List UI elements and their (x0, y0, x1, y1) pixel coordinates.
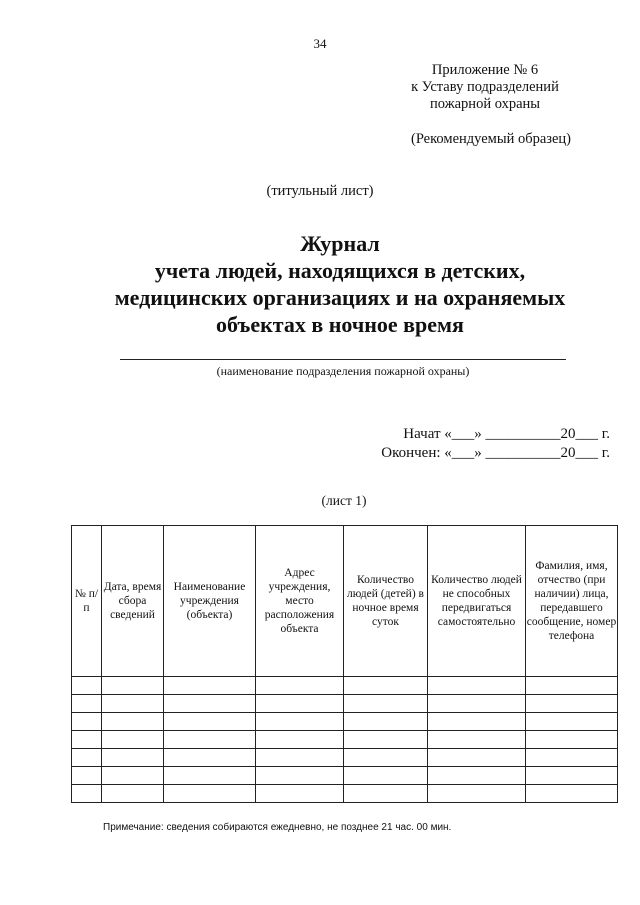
table-cell[interactable] (72, 785, 102, 803)
table-cell[interactable] (164, 731, 256, 749)
table-row (72, 695, 618, 713)
table-cell[interactable] (526, 785, 618, 803)
sheet-label: (лист 1) (321, 493, 367, 508)
col-header-address: Адрес учреждения, место расположения объекта (256, 526, 344, 677)
table-cell[interactable] (344, 749, 428, 767)
page-number: 34 (313, 36, 327, 51)
table-row (72, 731, 618, 749)
table-cell[interactable] (344, 677, 428, 695)
table-cell[interactable] (256, 749, 344, 767)
table-cell[interactable] (102, 695, 164, 713)
table-cell[interactable] (256, 785, 344, 803)
table-cell[interactable] (526, 767, 618, 785)
journal-title-line-3: медицинских организациях и на охраняемых (114, 285, 566, 310)
journal-title-line-2: учета людей, находящихся в детских, (154, 258, 526, 283)
table-cell[interactable] (344, 767, 428, 785)
log-table (71, 525, 618, 803)
table-cell[interactable] (256, 677, 344, 695)
table-cell[interactable] (72, 767, 102, 785)
table-row (72, 785, 618, 803)
table-cell[interactable] (102, 749, 164, 767)
table-cell[interactable] (102, 731, 164, 749)
table-row (72, 677, 618, 695)
table-cell[interactable] (344, 731, 428, 749)
table-cell[interactable] (526, 713, 618, 731)
table-cell[interactable] (256, 731, 344, 749)
date-started: Начат «___» __________20___ г. (403, 426, 610, 442)
table-cell[interactable] (526, 677, 618, 695)
table-cell[interactable] (256, 767, 344, 785)
table-cell[interactable] (164, 713, 256, 731)
appendix-line-1: Приложение № 6 (431, 62, 539, 78)
table-cell[interactable] (428, 731, 526, 749)
journal-title-line-1: Журнал (300, 231, 380, 256)
journal-dates (330, 425, 610, 463)
col-header-reporter: Фамилия, имя, отчество (при наличии) лица, передавшего сообщение, номер телефона (526, 526, 618, 677)
appendix-line-2: к Уставу подразделений (411, 79, 559, 95)
table-cell[interactable] (72, 695, 102, 713)
col-header-datetime: Дата, время сбора сведений (102, 526, 164, 677)
appendix-heading (380, 62, 590, 113)
table-cell[interactable] (428, 695, 526, 713)
table-cell[interactable] (344, 713, 428, 731)
table-cell[interactable] (164, 677, 256, 695)
table-cell[interactable] (164, 695, 256, 713)
table-cell[interactable] (72, 713, 102, 731)
table-cell[interactable] (428, 785, 526, 803)
table-body (72, 677, 618, 803)
col-header-immobile-count: Количество людей не способных передвигаться самостоятельно (428, 526, 526, 677)
journal-title (60, 230, 620, 338)
table-cell[interactable] (102, 713, 164, 731)
table-cell[interactable] (102, 767, 164, 785)
table-row (72, 767, 618, 785)
table-cell[interactable] (428, 677, 526, 695)
title-sheet-label: (титульный лист) (266, 183, 374, 199)
table-cell[interactable] (428, 713, 526, 731)
date-finished: Окончен: «___» __________20___ г. (381, 445, 610, 461)
table-cell[interactable] (428, 749, 526, 767)
journal-title-line-4: объектах в ночное время (216, 312, 464, 337)
org-name-underline (120, 359, 566, 360)
col-header-people-count: Количество людей (детей) в ночное время суток (344, 526, 428, 677)
table-header-row (72, 526, 618, 677)
table-cell[interactable] (256, 713, 344, 731)
table-cell[interactable] (72, 749, 102, 767)
table-cell[interactable] (344, 695, 428, 713)
table-cell[interactable] (164, 749, 256, 767)
sample-label: (Рекомендуемый образец) (410, 131, 572, 147)
table-cell[interactable] (344, 785, 428, 803)
table-cell[interactable] (102, 677, 164, 695)
table-cell[interactable] (72, 731, 102, 749)
footnote: Примечание: сведения собираются ежедневно, не позднее 21 час. 00 мин. (103, 822, 452, 833)
table-cell[interactable] (164, 767, 256, 785)
table-cell[interactable] (526, 695, 618, 713)
table-cell[interactable] (164, 785, 256, 803)
table-cell[interactable] (102, 785, 164, 803)
table-cell[interactable] (526, 731, 618, 749)
table-cell[interactable] (256, 695, 344, 713)
org-name-caption: (наименование подразделения пожарной охраны) (216, 364, 470, 378)
table-row (72, 749, 618, 767)
table-row (72, 713, 618, 731)
col-header-institution: Наименование учреждения (объекта) (164, 526, 256, 677)
table-cell[interactable] (526, 749, 618, 767)
appendix-line-3: пожарной охраны (429, 96, 541, 112)
table-cell[interactable] (428, 767, 526, 785)
table-cell[interactable] (72, 677, 102, 695)
col-header-number: № п/п (72, 526, 102, 677)
